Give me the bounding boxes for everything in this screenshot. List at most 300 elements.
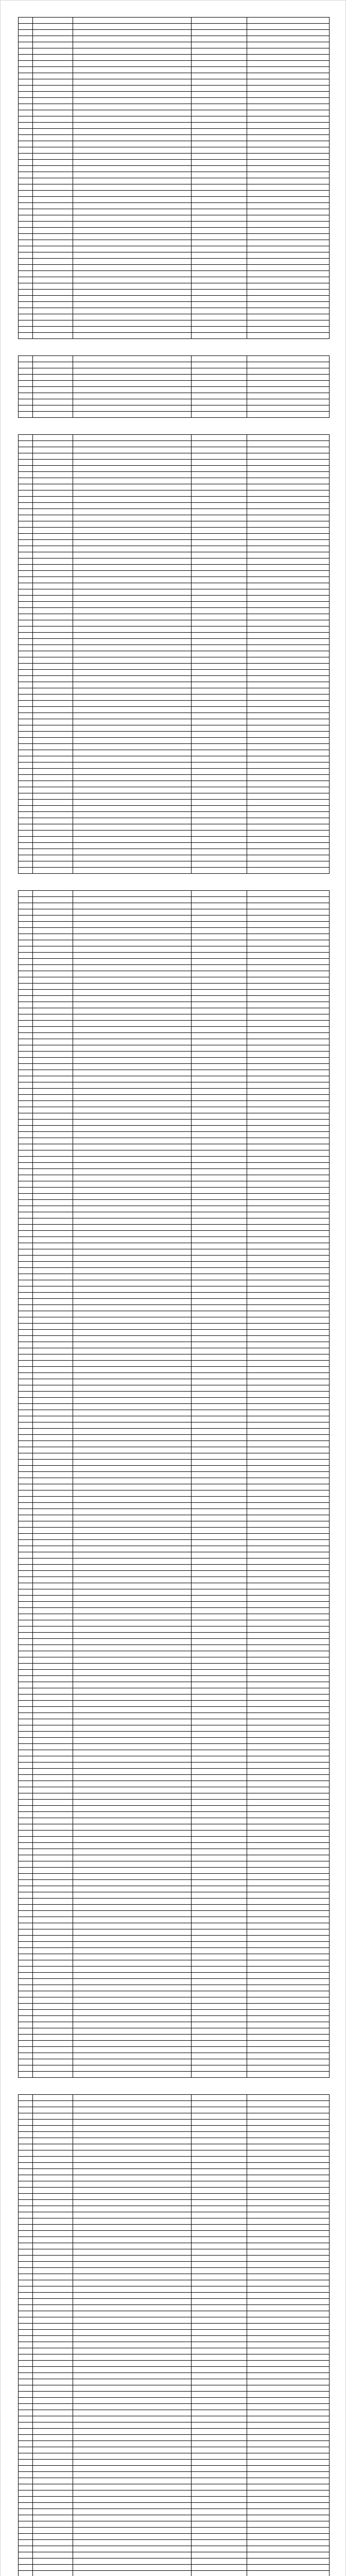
- table-row: [19, 2212, 330, 2218]
- table-row: [19, 327, 330, 333]
- table-cell: [33, 2144, 73, 2150]
- table-cell: [192, 664, 247, 670]
- table-cell: [73, 1831, 192, 1837]
- table-cell: [73, 1781, 192, 1787]
- table-row: [19, 1812, 330, 1818]
- table-cell: [33, 1379, 73, 1385]
- table-row: [19, 897, 330, 903]
- table-cell: [247, 2138, 330, 2144]
- table-cell: [73, 1936, 192, 1942]
- table-row: [19, 2286, 330, 2293]
- table-cell: [33, 135, 73, 141]
- table-cell: [73, 1175, 192, 1181]
- table-cell: [33, 2194, 73, 2200]
- table-cell: [192, 1861, 247, 1868]
- table-cell: [247, 441, 330, 447]
- table-cell: [73, 2515, 192, 2521]
- table-cell: [33, 1126, 73, 1132]
- table-cell: [247, 565, 330, 571]
- table-cell: [19, 1670, 33, 1676]
- table-row: [19, 1540, 330, 1546]
- table-cell: [19, 2157, 33, 2163]
- table-cell: [192, 626, 247, 633]
- table-cell: [33, 1905, 73, 1911]
- table-cell: [73, 271, 192, 277]
- table-cell: [247, 1651, 330, 1657]
- table-cell: [33, 2163, 73, 2169]
- table-row: [19, 277, 330, 283]
- table-cell: [19, 1843, 33, 1849]
- table-cell: [73, 2016, 192, 2022]
- table-cell: [247, 1973, 330, 1979]
- table-cell: [19, 509, 33, 515]
- table-cell: [19, 1837, 33, 1843]
- table-cell: [19, 1243, 33, 1249]
- table-cell: [192, 333, 247, 339]
- table-row: [19, 2194, 330, 2200]
- table-cell: [247, 1169, 330, 1175]
- table-row: [19, 42, 330, 48]
- table-cell: [73, 1608, 192, 1614]
- table-cell: [19, 1719, 33, 1725]
- table-cell: [19, 1688, 33, 1694]
- table-cell: [19, 725, 33, 732]
- table-cell: [73, 2558, 192, 2565]
- table-cell: [33, 104, 73, 110]
- table-cell: [33, 762, 73, 769]
- table-cell: [73, 1286, 192, 1293]
- table-cell: [247, 1843, 330, 1849]
- table-cell: [33, 552, 73, 558]
- table-cell: [247, 2398, 330, 2404]
- table-cell: [33, 2274, 73, 2280]
- table-row: [19, 129, 330, 135]
- table-cell: [73, 36, 192, 42]
- table-cell: [247, 209, 330, 215]
- table-cell: [33, 1243, 73, 1249]
- table-cell: [247, 123, 330, 129]
- table-cell: [19, 965, 33, 971]
- table-row: [19, 2101, 330, 2107]
- table-cell: [192, 1416, 247, 1422]
- table-cell: [19, 1534, 33, 1540]
- table-cell: [73, 197, 192, 203]
- table-cell: [73, 1762, 192, 1769]
- table-cell: [33, 166, 73, 172]
- table-cell: [73, 1379, 192, 1385]
- table-cell: [192, 1231, 247, 1237]
- table-cell: [192, 2311, 247, 2317]
- table-cell: [33, 1719, 73, 1725]
- table-cell: [192, 2385, 247, 2392]
- section-title: [18, 427, 329, 434]
- table-cell: [19, 490, 33, 497]
- table-cell: [73, 1163, 192, 1169]
- table-row: [19, 903, 330, 909]
- table-cell: [33, 2429, 73, 2435]
- table-cell: [19, 1398, 33, 1404]
- table-cell: [247, 946, 330, 953]
- table-cell: [73, 86, 192, 92]
- table-cell: [33, 1756, 73, 1762]
- table-cell: [73, 1132, 192, 1138]
- table-cell: [192, 36, 247, 42]
- table-cell: [192, 602, 247, 608]
- table-row: [19, 762, 330, 769]
- table-cell: [73, 453, 192, 460]
- table-cell: [19, 2305, 33, 2311]
- table-cell: [19, 405, 33, 412]
- table-cell: [192, 1534, 247, 1540]
- table-cell: [73, 1843, 192, 1849]
- table-row: [19, 141, 330, 147]
- table-row: [19, 1905, 330, 1911]
- table-row: [19, 1120, 330, 1126]
- table-cell: [33, 1293, 73, 1299]
- table-cell: [192, 42, 247, 48]
- table-cell: [192, 1447, 247, 1453]
- table-cell: [33, 2515, 73, 2521]
- table-cell: [33, 2237, 73, 2243]
- table-row: [19, 639, 330, 645]
- table-cell: [19, 1107, 33, 1113]
- table-cell: [19, 1194, 33, 1200]
- table-cell: [73, 1719, 192, 1725]
- table-row: [19, 1762, 330, 1769]
- table-cell: [33, 1039, 73, 1045]
- table-cell: [73, 2206, 192, 2212]
- table-cell: [33, 178, 73, 184]
- table-cell: [33, 2447, 73, 2453]
- table-cell: [33, 818, 73, 824]
- table-row: [19, 577, 330, 583]
- table-cell: [73, 2490, 192, 2497]
- table-cell: [192, 1571, 247, 1577]
- table-cell: [33, 1200, 73, 1206]
- table-cell: [247, 1738, 330, 1744]
- table-cell: [73, 178, 192, 184]
- table-cell: [33, 2478, 73, 2484]
- table-cell: [247, 1824, 330, 1831]
- table-cell: [247, 327, 330, 333]
- table-cell: [73, 2484, 192, 2490]
- table-row: [19, 1503, 330, 1509]
- table-cell: [192, 308, 247, 314]
- table-cell: [247, 1194, 330, 1200]
- table-cell: [247, 1892, 330, 1899]
- table-cell: [33, 1837, 73, 1843]
- table-cell: [192, 1460, 247, 1466]
- table-cell: [19, 1565, 33, 1571]
- table-row: [19, 1157, 330, 1163]
- table-row: [19, 1416, 330, 1422]
- column-header: [19, 18, 33, 24]
- table-row: [19, 228, 330, 234]
- table-row: [19, 1132, 330, 1138]
- table-cell: [247, 2010, 330, 2016]
- table-row: [19, 178, 330, 184]
- table-cell: [33, 147, 73, 154]
- table-cell: [19, 1762, 33, 1769]
- table-cell: [247, 2194, 330, 2200]
- table-cell: [192, 1045, 247, 1052]
- table-cell: [19, 1664, 33, 1670]
- table-cell: [33, 1750, 73, 1756]
- table-cell: [19, 1132, 33, 1138]
- table-cell: [73, 2422, 192, 2429]
- table-cell: [33, 2101, 73, 2107]
- table-cell: [33, 1546, 73, 1552]
- table-cell: [19, 79, 33, 86]
- table-cell: [33, 540, 73, 546]
- table-cell: [33, 2286, 73, 2293]
- table-row: [19, 1330, 330, 1336]
- table-cell: [192, 1713, 247, 1719]
- table-cell: [19, 2379, 33, 2385]
- table-cell: [19, 2447, 33, 2453]
- table-cell: [192, 2004, 247, 2010]
- table-row: [19, 2515, 330, 2521]
- table-cell: [33, 2126, 73, 2132]
- table-cell: [73, 602, 192, 608]
- table-row: [19, 172, 330, 178]
- table-cell: [33, 1670, 73, 1676]
- table-cell: [73, 626, 192, 633]
- table-cell: [247, 1577, 330, 1583]
- table-cell: [192, 800, 247, 806]
- table-cell: [19, 602, 33, 608]
- section-title: [18, 348, 329, 355]
- table-cell: [19, 67, 33, 73]
- table-row: [19, 1385, 330, 1392]
- table-cell: [247, 831, 330, 837]
- table-row: [19, 2041, 330, 2047]
- table-cell: [192, 639, 247, 645]
- table-cell: [19, 633, 33, 639]
- table-row: [19, 1929, 330, 1936]
- table-cell: [33, 2490, 73, 2497]
- table-cell: [33, 1738, 73, 1744]
- table-cell: [192, 1967, 247, 1973]
- table-cell: [33, 713, 73, 719]
- table-cell: [33, 1682, 73, 1688]
- table-cell: [19, 147, 33, 154]
- table-cell: [73, 2546, 192, 2552]
- table-row: [19, 503, 330, 509]
- table-cell: [73, 1305, 192, 1311]
- pin-table: [18, 890, 330, 2078]
- table-cell: [33, 1169, 73, 1175]
- table-cell: [247, 1336, 330, 1342]
- table-cell: [192, 1762, 247, 1769]
- table-row: [19, 694, 330, 701]
- table-cell: [192, 849, 247, 855]
- table-cell: [192, 2404, 247, 2410]
- table-cell: [33, 1373, 73, 1379]
- table-cell: [19, 1855, 33, 1861]
- table-cell: [19, 1293, 33, 1299]
- table-cell: [19, 1268, 33, 1274]
- table-cell: [192, 147, 247, 154]
- table-cell: [19, 2010, 33, 2016]
- table-cell: [247, 1837, 330, 1843]
- table-cell: [247, 1620, 330, 1626]
- table-cell: [247, 2181, 330, 2188]
- table-cell: [33, 2373, 73, 2379]
- table-cell: [73, 1818, 192, 1824]
- table-cell: [73, 1899, 192, 1905]
- table-cell: [73, 2231, 192, 2237]
- table-cell: [192, 959, 247, 965]
- table-cell: [192, 30, 247, 36]
- table-cell: [247, 2348, 330, 2354]
- table-cell: [247, 1997, 330, 2004]
- table-row: [19, 1033, 330, 1039]
- table-cell: [73, 154, 192, 160]
- table-cell: [73, 2175, 192, 2181]
- table-cell: [19, 2478, 33, 2484]
- table-cell: [192, 1929, 247, 1936]
- table-cell: [19, 1453, 33, 1460]
- table-cell: [192, 2059, 247, 2065]
- table-row: [19, 1398, 330, 1404]
- table-cell: [19, 399, 33, 405]
- table-cell: [247, 1917, 330, 1923]
- table-cell: [192, 1348, 247, 1354]
- table-cell: [33, 793, 73, 800]
- table-cell: [247, 1967, 330, 1973]
- table-cell: [73, 1521, 192, 1528]
- table-cell: [73, 756, 192, 762]
- table-cell: [33, 1812, 73, 1818]
- table-cell: [192, 1787, 247, 1793]
- table-cell: [19, 2361, 33, 2367]
- table-cell: [33, 1818, 73, 1824]
- table-cell: [192, 1002, 247, 1008]
- table-cell: [73, 2218, 192, 2225]
- table-cell: [192, 2398, 247, 2404]
- table-cell: [33, 1824, 73, 1831]
- table-cell: [73, 1960, 192, 1967]
- table-cell: [73, 818, 192, 824]
- table-cell: [192, 670, 247, 676]
- table-cell: [19, 2194, 33, 2200]
- table-cell: [73, 1324, 192, 1330]
- table-cell: [247, 265, 330, 271]
- table-cell: [33, 1317, 73, 1324]
- table-row: [19, 725, 330, 732]
- table-row: [19, 2503, 330, 2509]
- table-cell: [73, 2453, 192, 2460]
- table-cell: [73, 1688, 192, 1694]
- table-cell: [33, 2503, 73, 2509]
- table-cell: [33, 977, 73, 984]
- table-cell: [33, 1299, 73, 1305]
- table-cell: [19, 1781, 33, 1787]
- table-row: [19, 1107, 330, 1113]
- table-cell: [19, 1262, 33, 1268]
- table-row: [19, 1892, 330, 1899]
- table-cell: [247, 497, 330, 503]
- table-cell: [73, 2441, 192, 2447]
- table-cell: [73, 1503, 192, 1509]
- table-cell: [247, 2022, 330, 2028]
- table-row: [19, 959, 330, 965]
- table-cell: [192, 79, 247, 86]
- table-cell: [19, 1206, 33, 1212]
- column-header: [247, 435, 330, 441]
- table-cell: [247, 996, 330, 1002]
- table-cell: [247, 1756, 330, 1762]
- pin-table-section: [18, 348, 329, 418]
- table-cell: [247, 2484, 330, 2490]
- table-cell: [19, 1997, 33, 2004]
- table-cell: [192, 1175, 247, 1181]
- table-cell: [247, 903, 330, 909]
- table-cell: [73, 1398, 192, 1404]
- table-cell: [192, 1472, 247, 1478]
- table-cell: [73, 1750, 192, 1756]
- table-row: [19, 732, 330, 738]
- table-cell: [192, 2534, 247, 2540]
- table-cell: [19, 1212, 33, 1218]
- table-cell: [192, 1212, 247, 1218]
- table-row: [19, 1602, 330, 1608]
- table-cell: [19, 453, 33, 460]
- table-cell: [33, 614, 73, 620]
- table-cell: [192, 327, 247, 333]
- table-cell: [247, 812, 330, 818]
- table-cell: [73, 2571, 192, 2576]
- table-cell: [73, 787, 192, 793]
- table-cell: [247, 2571, 330, 2576]
- table-row: [19, 2435, 330, 2441]
- table-cell: [247, 1379, 330, 1385]
- table-cell: [73, 172, 192, 178]
- table-cell: [73, 2132, 192, 2138]
- table-cell: [247, 639, 330, 645]
- table-cell: [247, 909, 330, 916]
- table-cell: [19, 1101, 33, 1107]
- table-cell: [19, 1002, 33, 1008]
- table-row: [19, 2305, 330, 2311]
- table-row: [19, 259, 330, 265]
- column-header: [33, 891, 73, 897]
- table-cell: [73, 1342, 192, 1348]
- table-cell: [192, 2330, 247, 2336]
- table-cell: [247, 984, 330, 990]
- table-cell: [33, 1231, 73, 1237]
- table-cell: [247, 762, 330, 769]
- table-cell: [33, 521, 73, 528]
- table-cell: [33, 1416, 73, 1422]
- table-cell: [192, 160, 247, 166]
- table-row: [19, 620, 330, 626]
- table-cell: [19, 2546, 33, 2552]
- table-cell: [73, 375, 192, 381]
- table-cell: [19, 1188, 33, 1194]
- table-cell: [247, 79, 330, 86]
- table-cell: [192, 61, 247, 67]
- table-cell: [19, 2558, 33, 2565]
- table-cell: [33, 1892, 73, 1899]
- table-cell: [192, 2022, 247, 2028]
- table-cell: [19, 2113, 33, 2120]
- table-cell: [19, 837, 33, 843]
- table-cell: [19, 1181, 33, 1188]
- table-cell: [33, 1701, 73, 1707]
- table-cell: [73, 1905, 192, 1911]
